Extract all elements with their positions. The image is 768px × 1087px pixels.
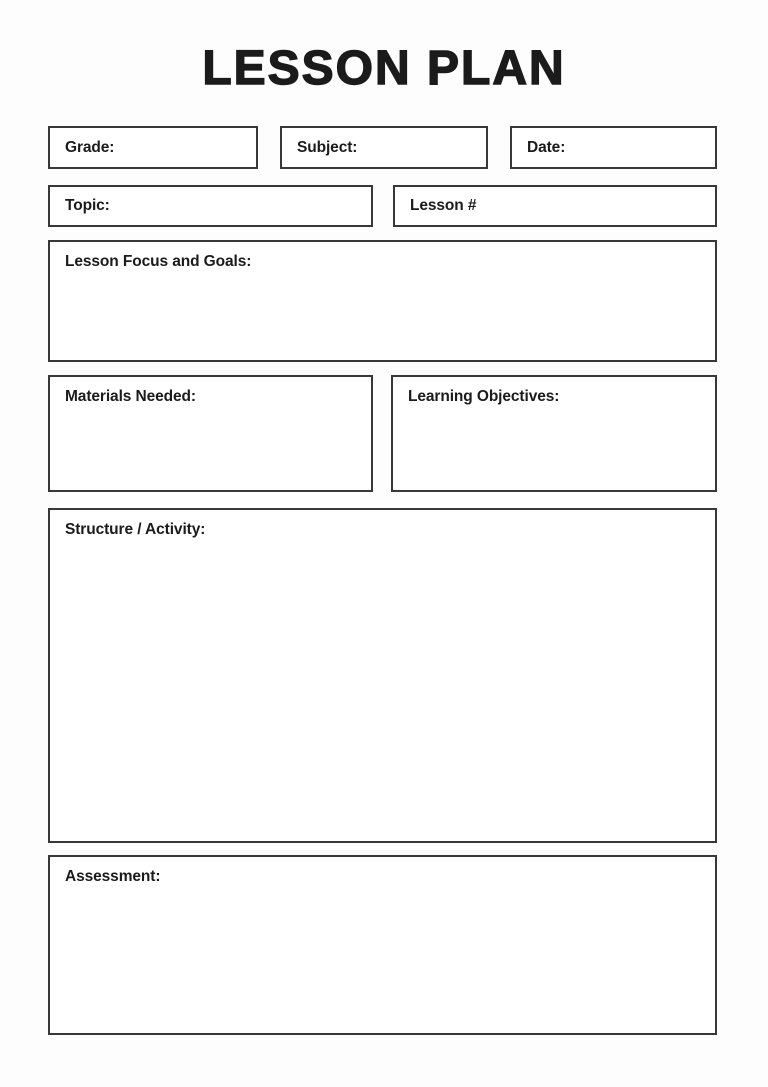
page-title: LESSON PLAN bbox=[202, 42, 566, 95]
lesson-number-field[interactable] bbox=[393, 185, 717, 227]
grade-field[interactable] bbox=[48, 126, 258, 169]
subject-label: Subject: bbox=[297, 138, 358, 156]
assessment-field[interactable] bbox=[48, 855, 717, 1035]
lesson-focus-field[interactable] bbox=[48, 240, 717, 362]
lesson-focus-label: Lesson Focus and Goals: bbox=[65, 253, 252, 270]
structure-activity-field[interactable] bbox=[48, 508, 717, 843]
materials-needed-label: Materials Needed: bbox=[65, 388, 196, 405]
learning-objectives-field[interactable] bbox=[391, 375, 717, 492]
lesson-number-label: Lesson # bbox=[410, 197, 477, 214]
date-label: Date: bbox=[527, 138, 566, 156]
grade-label: Grade: bbox=[65, 138, 115, 156]
materials-needed-field[interactable] bbox=[48, 375, 373, 492]
structure-activity-label: Structure / Activity: bbox=[65, 521, 206, 538]
date-field[interactable] bbox=[510, 126, 717, 169]
topic-field[interactable] bbox=[48, 185, 373, 227]
subject-field[interactable] bbox=[280, 126, 488, 169]
topic-label: Topic: bbox=[65, 197, 110, 214]
learning-objectives-label: Learning Objectives: bbox=[408, 388, 560, 405]
assessment-label: Assessment: bbox=[65, 868, 161, 885]
